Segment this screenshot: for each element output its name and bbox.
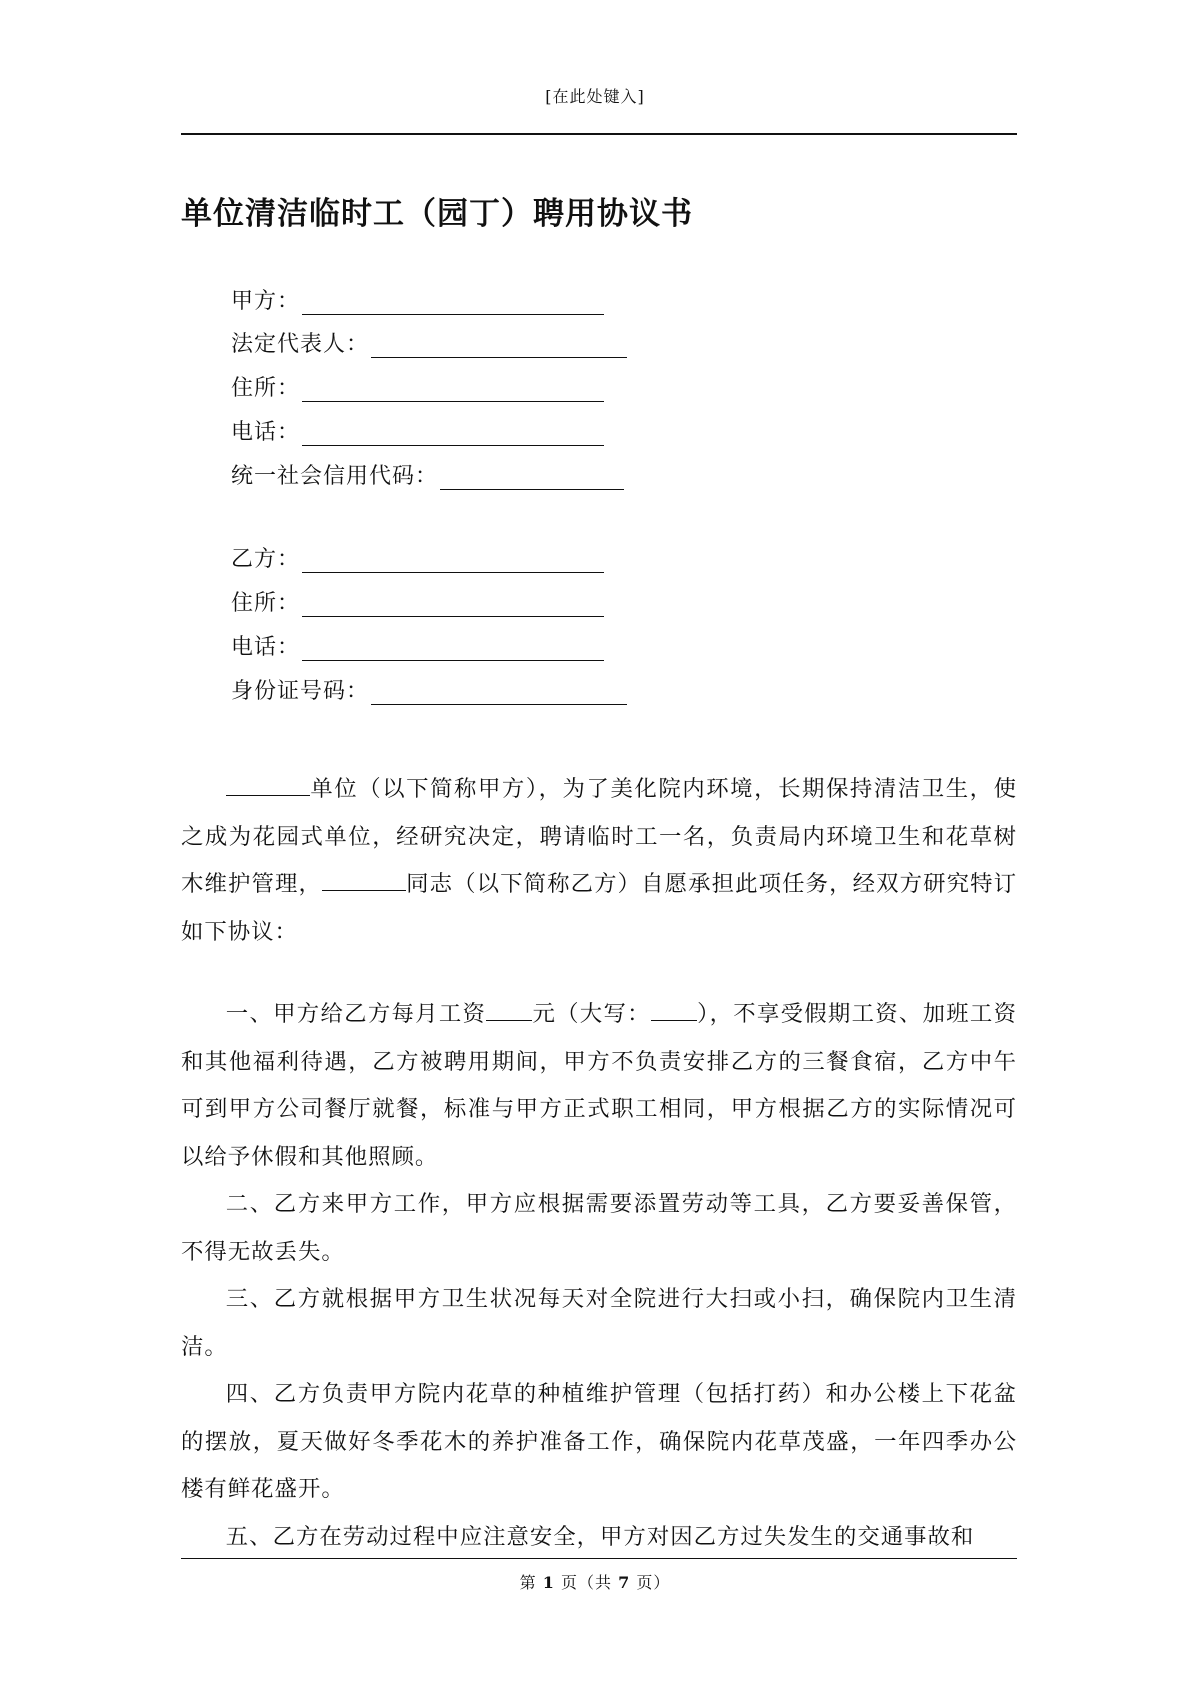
party-a-name-blank[interactable]: [302, 288, 604, 315]
party-a-rep-blank[interactable]: [371, 331, 627, 358]
footer-middle: 页（共: [560, 1573, 612, 1592]
party-b-id-label: 身份证号码：: [231, 679, 370, 704]
clause-2: 二、乙方来甲方工作，甲方应根据需要添置劳动等工具，乙方要妥善保管，不得无故丢失。: [181, 1191, 1017, 1265]
clause-1: [181, 991, 1017, 1181]
party-a-credit-code-blank[interactable]: [440, 463, 624, 490]
clause-1-text-3: ），不享受假期工资、加班工资和其他福利待遇，乙方被聘用期间，甲方不负责安排乙方的三餐食宿，乙方中午可到甲方公司餐厅就餐，标准与甲方正式职工相同，甲方根据乙方的实际情况可以给予休假和其他照顾。: [181, 1001, 1017, 1170]
clause-5: 五、乙方在劳动过程中应注意安全，甲方对因乙方过失发生的交通事故和: [225, 1523, 975, 1550]
document-title: 单位清洁临时工（园丁）聘用协议书: [181, 196, 693, 232]
party-b-address-label: 住所：: [231, 591, 301, 616]
total-pages-number: 7: [618, 1573, 631, 1592]
current-page-number: 1: [542, 1573, 555, 1592]
footer-rule: [181, 1558, 1017, 1559]
party-b-name-label: 乙方：: [231, 547, 301, 572]
footer-suffix: 页）: [636, 1573, 671, 1592]
salary-amount-blank[interactable]: [486, 998, 532, 1021]
party-a-address-field: [231, 368, 604, 402]
header-rule: [181, 133, 1017, 135]
party-a-credit-code-field: [231, 456, 624, 490]
party-b-address-blank[interactable]: [302, 590, 604, 617]
agreement-body: [181, 766, 1017, 1561]
intro-text-2: 同志（以下简称乙方）自愿承担此项任务，经双方研究特订如下协议：: [181, 871, 1017, 945]
party-b-id-field: [231, 671, 627, 705]
footer-prefix: 第: [519, 1573, 537, 1592]
party-b-phone-label: 电话：: [231, 635, 301, 660]
comrade-name-blank[interactable]: [322, 868, 406, 891]
intro-paragraph: [181, 766, 1017, 956]
clause-1-text-1: 一、甲方给乙方每月工资: [225, 1001, 487, 1027]
party-a-rep-label: 法定代表人：: [231, 332, 370, 357]
party-b-id-blank[interactable]: [371, 678, 627, 705]
unit-name-blank[interactable]: [226, 773, 310, 796]
party-b-name-field: [231, 539, 604, 573]
party-a-address-blank[interactable]: [302, 375, 604, 402]
clause-3: 三、乙方就根据甲方卫生状况每天对全院进行大扫或小扫，确保院内卫生清洁。: [181, 1286, 1017, 1360]
party-b-address-field: [231, 583, 604, 617]
party-a-rep-field: [231, 324, 627, 358]
party-a-phone-blank[interactable]: [302, 419, 604, 446]
party-a-address-label: 住所：: [231, 376, 301, 401]
clause-1-text-2: 元（大写：: [532, 1001, 651, 1027]
party-a-phone-label: 电话：: [231, 420, 301, 445]
party-b-phone-field: [231, 627, 604, 661]
page-footer: [0, 1570, 1190, 1593]
party-a-name-field: [231, 281, 604, 315]
party-a-name-label: 甲方：: [231, 289, 301, 314]
party-b-name-blank[interactable]: [302, 546, 604, 573]
party-a-credit-code-label: 统一社会信用代码：: [231, 464, 439, 489]
salary-words-blank[interactable]: [651, 998, 697, 1021]
page-header: [在此处键入]: [545, 87, 645, 106]
clause-4: 四、乙方负责甲方院内花草的种植维护管理（包括打药）和办公楼上下花盆的摆放，夏天做好冬季花木的养护准备工作，确保院内花草茂盛，一年四季办公楼有鲜花盛开。: [181, 1381, 1017, 1502]
intro-text-1: 单位（以下简称甲方），为了美化院内环境，长期保持清洁卫生，使之成为花园式单位，经研究决定，聘请临时工一名，负责局内环境卫生和花草树木维护管理，: [181, 776, 1017, 897]
party-a-phone-field: [231, 412, 604, 446]
party-b-phone-blank[interactable]: [302, 634, 604, 661]
